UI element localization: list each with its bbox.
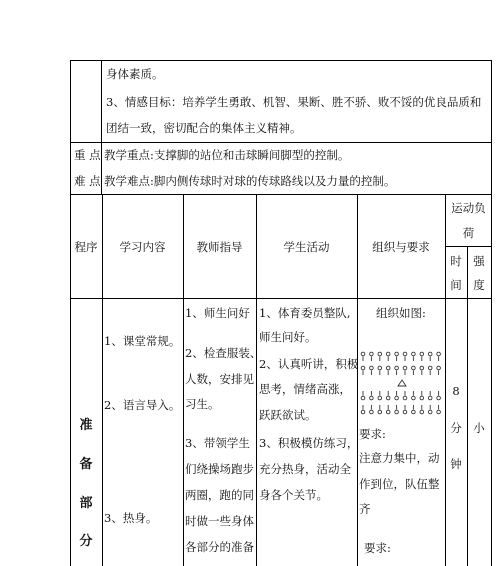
student-line-7: 充分热身，活动全 — [259, 462, 351, 476]
student-marker — [428, 396, 432, 400]
stage-char-1: 准 — [79, 418, 93, 433]
student-line-1: 1、体育委员整队, — [259, 306, 351, 320]
header-content: 学习内容 — [119, 240, 166, 254]
key-points-label-bottom: 难 点 — [74, 174, 101, 188]
stage-char-2: 备 — [79, 457, 93, 472]
objective-line-2: 3、情感目标：培养学生勇敢、机智、果断、胜不骄、败不馁的优良品质和 — [106, 95, 482, 109]
student-marker — [412, 366, 416, 370]
student-marker — [378, 366, 382, 370]
student-marker — [386, 352, 390, 356]
objective-line-3: 团结一致，密切配合的集体主义精神。 — [106, 121, 302, 135]
student-marker — [403, 410, 407, 414]
student-marker — [412, 396, 416, 400]
teacher-line-6: 们绕操场跑步 — [185, 462, 254, 476]
difficulty-text: 教学难点:脚内侧传球时对球的传球路线以及力量的控制。 — [104, 174, 396, 188]
formation-row-1 — [361, 352, 440, 361]
student-line-2: 师生问好。 — [259, 330, 317, 344]
objective-line-1: 身体素质。 — [106, 67, 164, 81]
student-line-4: 思考，情绪高涨， — [259, 382, 351, 396]
header-procedure: 程序 — [74, 240, 98, 254]
student-marker — [420, 396, 424, 400]
teacher-line-1: 1、师生问好 — [185, 306, 250, 320]
stage-char-3: 部 — [79, 496, 93, 511]
header-load-bottom: 荷 — [462, 226, 475, 240]
student-line-5: 跃跃欲试。 — [259, 408, 317, 422]
student-marker — [412, 352, 416, 356]
student-marker — [361, 366, 365, 370]
requirement-label-1: 要求: — [359, 427, 386, 441]
student-marker — [420, 352, 424, 356]
load-subheader-divider — [445, 246, 492, 247]
student-marker — [428, 410, 432, 414]
student-marker — [437, 396, 441, 400]
formation-diagram — [359, 350, 445, 416]
teacher-line-7: 两圈，跑的同 — [185, 488, 254, 502]
header-time-b: 间 — [450, 278, 462, 292]
student-marker — [378, 396, 382, 400]
student-marker — [403, 352, 407, 356]
formation-row-2 — [361, 366, 440, 375]
time-value-1: 8 — [452, 384, 460, 398]
row-divider-keypoints — [70, 194, 492, 195]
key-points-label-top: 重 点 — [74, 148, 101, 162]
row-divider-objectives — [70, 142, 492, 143]
col-divider-5 — [445, 194, 446, 566]
requirement-line-2: 作到位，队伍整 — [359, 477, 440, 491]
header-row-bottom — [70, 298, 492, 299]
student-line-3: 2、认真听讲，积极 — [259, 357, 359, 371]
student-marker — [361, 410, 365, 414]
formation-row-4 — [361, 405, 440, 414]
teacher-line-5: 3、带领学生 — [185, 436, 250, 450]
time-value-2: 分 — [450, 421, 462, 435]
teacher-triangle-icon — [398, 380, 406, 386]
header-student: 学生活动 — [283, 240, 330, 254]
student-marker — [395, 366, 399, 370]
organization-title: 组织如图: — [376, 306, 426, 320]
student-marker — [386, 366, 390, 370]
header-organization: 组织与要求 — [372, 240, 430, 254]
key-point-text: 教学重点:支撑脚的站位和击球瞬间脚型的控制。 — [104, 148, 350, 162]
content-item-2: 2、语言导入。 — [104, 398, 181, 412]
time-value-3: 钟 — [450, 457, 462, 471]
student-marker — [420, 410, 424, 414]
student-marker — [403, 396, 407, 400]
stage-char-4: 分 — [79, 534, 93, 549]
student-marker — [437, 410, 441, 414]
student-marker — [370, 396, 374, 400]
student-marker — [395, 352, 399, 356]
student-marker — [378, 410, 382, 414]
student-marker — [378, 352, 382, 356]
student-marker — [395, 410, 399, 414]
requirement-label-2: 要求: — [364, 541, 391, 555]
header-intensity-a: 强 — [473, 254, 485, 268]
student-marker — [361, 352, 365, 356]
intensity-value: 小 — [473, 421, 485, 435]
student-marker — [437, 352, 441, 356]
student-line-6: 3、积极模仿练习， — [259, 436, 359, 450]
student-marker — [386, 396, 390, 400]
teacher-line-9: 各部分的准备 — [185, 540, 254, 554]
student-marker — [437, 366, 441, 370]
requirement-line-3: 齐 — [359, 502, 371, 516]
teacher-line-4: 习生。 — [185, 397, 220, 411]
student-marker — [428, 366, 432, 370]
student-marker — [361, 396, 365, 400]
student-marker — [420, 366, 424, 370]
header-time-a: 时 — [450, 254, 462, 268]
student-marker — [428, 352, 432, 356]
header-teacher: 教师指导 — [196, 240, 243, 254]
student-marker — [370, 410, 374, 414]
student-marker — [386, 410, 390, 414]
table-border-left — [70, 60, 71, 566]
student-marker — [370, 366, 374, 370]
header-load-top: 运动负 — [451, 201, 486, 215]
table-border-right — [491, 60, 492, 566]
label-column-divider — [101, 60, 102, 195]
header-intensity-b: 度 — [473, 278, 485, 292]
content-item-3: 3、热身。 — [104, 511, 158, 525]
teacher-line-3: 人数，安排见 — [185, 372, 254, 386]
teacher-line-2: 2、检查服装、 — [185, 346, 262, 360]
student-marker — [395, 396, 399, 400]
content-item-1: 1、课堂常规。 — [104, 334, 181, 348]
teacher-line-8: 时做一些身体 — [185, 514, 254, 528]
student-marker — [370, 352, 374, 356]
col-divider-6 — [467, 246, 468, 566]
table-border-top — [70, 60, 492, 61]
requirement-line-1: 注意力集中，动 — [359, 451, 440, 465]
student-line-8: 身各个关节。 — [259, 488, 328, 502]
formation-row-3 — [361, 391, 440, 400]
student-marker — [403, 366, 407, 370]
student-marker — [412, 410, 416, 414]
